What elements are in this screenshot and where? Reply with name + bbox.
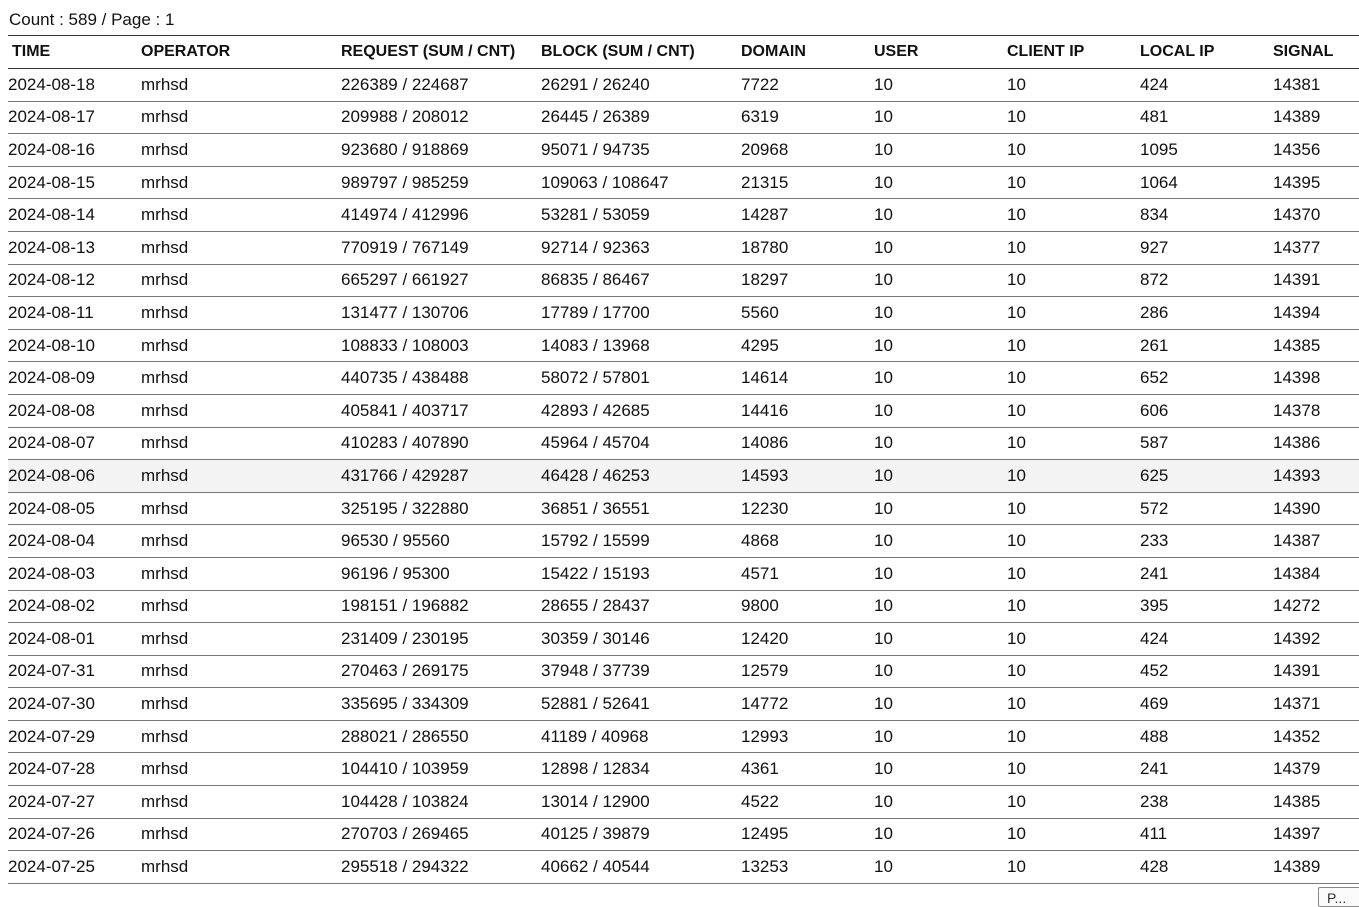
cell-block: 58072 / 57801 bbox=[541, 362, 741, 395]
cell-client-ip: 10 bbox=[1007, 688, 1140, 721]
table-row[interactable] bbox=[8, 231, 1359, 264]
cell-time: 2024-08-10 bbox=[8, 329, 141, 362]
cell-block: 40125 / 39879 bbox=[541, 818, 741, 851]
cell-signal: 14381 bbox=[1273, 69, 1359, 102]
cell-block: 15422 / 15193 bbox=[541, 557, 741, 590]
cell-time: 2024-08-18 bbox=[8, 69, 141, 102]
table-row[interactable] bbox=[8, 101, 1359, 134]
cell-signal: 14397 bbox=[1273, 818, 1359, 851]
cell-domain: 9800 bbox=[741, 590, 874, 623]
cell-request: 770919 / 767149 bbox=[341, 231, 541, 264]
cell-client-ip: 10 bbox=[1007, 166, 1140, 199]
cell-client-ip: 10 bbox=[1007, 134, 1140, 167]
cell-user: 10 bbox=[874, 720, 1007, 753]
cell-block: 45964 / 45704 bbox=[541, 427, 741, 460]
cell-domain: 4361 bbox=[741, 753, 874, 786]
cell-client-ip: 10 bbox=[1007, 492, 1140, 525]
cell-time: 2024-07-26 bbox=[8, 818, 141, 851]
table-row[interactable] bbox=[8, 394, 1359, 427]
cell-client-ip: 10 bbox=[1007, 720, 1140, 753]
table-row[interactable] bbox=[8, 753, 1359, 786]
cell-domain: 20968 bbox=[741, 134, 874, 167]
cell-domain: 18297 bbox=[741, 264, 874, 297]
cell-signal: 14389 bbox=[1273, 851, 1359, 884]
cell-block: 14083 / 13968 bbox=[541, 329, 741, 362]
cell-request: 96196 / 95300 bbox=[341, 557, 541, 590]
cell-local-ip: 927 bbox=[1140, 231, 1273, 264]
cell-client-ip: 10 bbox=[1007, 231, 1140, 264]
cell-request: 431766 / 429287 bbox=[341, 460, 541, 493]
cell-block: 13014 / 12900 bbox=[541, 786, 741, 819]
cell-signal: 14385 bbox=[1273, 786, 1359, 819]
column-header-domain[interactable]: DOMAIN bbox=[741, 36, 874, 69]
cell-local-ip: 625 bbox=[1140, 460, 1273, 493]
cell-operator: mrhsd bbox=[141, 753, 341, 786]
cell-client-ip: 10 bbox=[1007, 394, 1140, 427]
cell-user: 10 bbox=[874, 101, 1007, 134]
cell-time: 2024-08-16 bbox=[8, 134, 141, 167]
cell-request: 226389 / 224687 bbox=[341, 69, 541, 102]
cell-signal: 14394 bbox=[1273, 297, 1359, 330]
table-row[interactable] bbox=[8, 427, 1359, 460]
cell-client-ip: 10 bbox=[1007, 786, 1140, 819]
cell-local-ip: 241 bbox=[1140, 753, 1273, 786]
cell-block: 92714 / 92363 bbox=[541, 231, 741, 264]
cell-operator: mrhsd bbox=[141, 590, 341, 623]
column-header-user[interactable]: USER bbox=[874, 36, 1007, 69]
table-row[interactable] bbox=[8, 362, 1359, 395]
cell-request: 104428 / 103824 bbox=[341, 786, 541, 819]
cell-client-ip: 10 bbox=[1007, 590, 1140, 623]
cell-local-ip: 587 bbox=[1140, 427, 1273, 460]
column-header-time[interactable]: TIME bbox=[8, 36, 141, 69]
cell-domain: 6319 bbox=[741, 101, 874, 134]
cell-request: 989797 / 985259 bbox=[341, 166, 541, 199]
cell-block: 36851 / 36551 bbox=[541, 492, 741, 525]
cell-request: 665297 / 661927 bbox=[341, 264, 541, 297]
cell-client-ip: 10 bbox=[1007, 818, 1140, 851]
cell-block: 41189 / 40968 bbox=[541, 720, 741, 753]
cell-domain: 4571 bbox=[741, 557, 874, 590]
cell-user: 10 bbox=[874, 394, 1007, 427]
cell-local-ip: 411 bbox=[1140, 818, 1273, 851]
cell-user: 10 bbox=[874, 492, 1007, 525]
cell-domain: 7722 bbox=[741, 69, 874, 102]
cell-signal: 14391 bbox=[1273, 655, 1359, 688]
cell-signal: 14393 bbox=[1273, 460, 1359, 493]
cell-block: 46428 / 46253 bbox=[541, 460, 741, 493]
cell-operator: mrhsd bbox=[141, 557, 341, 590]
cell-domain: 13253 bbox=[741, 851, 874, 884]
cell-signal: 14390 bbox=[1273, 492, 1359, 525]
cell-user: 10 bbox=[874, 851, 1007, 884]
table-row[interactable] bbox=[8, 655, 1359, 688]
cell-client-ip: 10 bbox=[1007, 655, 1140, 688]
cell-operator: mrhsd bbox=[141, 199, 341, 232]
cell-domain: 4295 bbox=[741, 329, 874, 362]
cell-client-ip: 10 bbox=[1007, 525, 1140, 558]
cell-signal: 14389 bbox=[1273, 101, 1359, 134]
cell-local-ip: 261 bbox=[1140, 329, 1273, 362]
cell-domain: 4522 bbox=[741, 786, 874, 819]
column-header-operator[interactable]: OPERATOR bbox=[141, 36, 341, 69]
cell-time: 2024-08-14 bbox=[8, 199, 141, 232]
cell-local-ip: 652 bbox=[1140, 362, 1273, 395]
column-header-local-ip[interactable]: LOCAL IP bbox=[1140, 36, 1273, 69]
cell-time: 2024-07-31 bbox=[8, 655, 141, 688]
table-row[interactable] bbox=[8, 460, 1359, 493]
cell-time: 2024-08-08 bbox=[8, 394, 141, 427]
cell-request: 295518 / 294322 bbox=[341, 851, 541, 884]
cell-block: 37948 / 37739 bbox=[541, 655, 741, 688]
cell-operator: mrhsd bbox=[141, 166, 341, 199]
cell-client-ip: 10 bbox=[1007, 101, 1140, 134]
cell-operator: mrhsd bbox=[141, 297, 341, 330]
pagination-button[interactable]: P... bbox=[1318, 887, 1359, 907]
cell-operator: mrhsd bbox=[141, 688, 341, 721]
cell-time: 2024-07-28 bbox=[8, 753, 141, 786]
record-count-summary: Count : 589 / Page : 1 bbox=[9, 10, 175, 29]
cell-request: 288021 / 286550 bbox=[341, 720, 541, 753]
cell-user: 10 bbox=[874, 688, 1007, 721]
cell-signal: 14370 bbox=[1273, 199, 1359, 232]
table-row[interactable] bbox=[8, 297, 1359, 330]
cell-signal: 14391 bbox=[1273, 264, 1359, 297]
cell-local-ip: 469 bbox=[1140, 688, 1273, 721]
cell-local-ip: 1095 bbox=[1140, 134, 1273, 167]
cell-client-ip: 10 bbox=[1007, 557, 1140, 590]
cell-operator: mrhsd bbox=[141, 69, 341, 102]
cell-operator: mrhsd bbox=[141, 427, 341, 460]
table-row[interactable] bbox=[8, 525, 1359, 558]
cell-client-ip: 10 bbox=[1007, 427, 1140, 460]
cell-user: 10 bbox=[874, 166, 1007, 199]
cell-domain: 14614 bbox=[741, 362, 874, 395]
cell-block: 26291 / 26240 bbox=[541, 69, 741, 102]
cell-request: 414974 / 412996 bbox=[341, 199, 541, 232]
cell-user: 10 bbox=[874, 297, 1007, 330]
cell-time: 2024-08-04 bbox=[8, 525, 141, 558]
cell-operator: mrhsd bbox=[141, 362, 341, 395]
cell-local-ip: 241 bbox=[1140, 557, 1273, 590]
table-row[interactable] bbox=[8, 590, 1359, 623]
table-row[interactable] bbox=[8, 199, 1359, 232]
cell-block: 28655 / 28437 bbox=[541, 590, 741, 623]
cell-block: 26445 / 26389 bbox=[541, 101, 741, 134]
cell-block: 52881 / 52641 bbox=[541, 688, 741, 721]
cell-time: 2024-07-25 bbox=[8, 851, 141, 884]
cell-signal: 14378 bbox=[1273, 394, 1359, 427]
table-row[interactable] bbox=[8, 329, 1359, 362]
table-body bbox=[8, 69, 1359, 884]
column-header-client-ip[interactable]: CLIENT IP bbox=[1007, 36, 1140, 69]
cell-local-ip: 424 bbox=[1140, 69, 1273, 102]
cell-request: 231409 / 230195 bbox=[341, 623, 541, 656]
cell-local-ip: 872 bbox=[1140, 264, 1273, 297]
cell-time: 2024-08-13 bbox=[8, 231, 141, 264]
cell-user: 10 bbox=[874, 69, 1007, 102]
cell-client-ip: 10 bbox=[1007, 460, 1140, 493]
table-header bbox=[8, 36, 1359, 69]
table-row[interactable] bbox=[8, 688, 1359, 721]
cell-signal: 14398 bbox=[1273, 362, 1359, 395]
table-row[interactable] bbox=[8, 623, 1359, 656]
cell-user: 10 bbox=[874, 557, 1007, 590]
cell-time: 2024-08-15 bbox=[8, 166, 141, 199]
cell-request: 270463 / 269175 bbox=[341, 655, 541, 688]
cell-local-ip: 1064 bbox=[1140, 166, 1273, 199]
cell-domain: 14287 bbox=[741, 199, 874, 232]
table-row[interactable] bbox=[8, 720, 1359, 753]
cell-signal: 14272 bbox=[1273, 590, 1359, 623]
cell-signal: 14386 bbox=[1273, 427, 1359, 460]
cell-domain: 12579 bbox=[741, 655, 874, 688]
table-row[interactable] bbox=[8, 818, 1359, 851]
cell-user: 10 bbox=[874, 525, 1007, 558]
cell-block: 12898 / 12834 bbox=[541, 753, 741, 786]
column-header-signal[interactable]: SIGNAL bbox=[1273, 36, 1359, 69]
cell-local-ip: 238 bbox=[1140, 786, 1273, 819]
cell-user: 10 bbox=[874, 199, 1007, 232]
cell-operator: mrhsd bbox=[141, 231, 341, 264]
cell-domain: 21315 bbox=[741, 166, 874, 199]
cell-client-ip: 10 bbox=[1007, 623, 1140, 656]
cell-signal: 14356 bbox=[1273, 134, 1359, 167]
cell-local-ip: 834 bbox=[1140, 199, 1273, 232]
cell-time: 2024-07-30 bbox=[8, 688, 141, 721]
cell-domain: 12495 bbox=[741, 818, 874, 851]
cell-request: 325195 / 322880 bbox=[341, 492, 541, 525]
cell-domain: 14086 bbox=[741, 427, 874, 460]
cell-operator: mrhsd bbox=[141, 720, 341, 753]
cell-local-ip: 395 bbox=[1140, 590, 1273, 623]
cell-client-ip: 10 bbox=[1007, 199, 1140, 232]
cell-client-ip: 10 bbox=[1007, 329, 1140, 362]
cell-request: 209988 / 208012 bbox=[341, 101, 541, 134]
cell-request: 104410 / 103959 bbox=[341, 753, 541, 786]
cell-time: 2024-08-12 bbox=[8, 264, 141, 297]
cell-domain: 14593 bbox=[741, 460, 874, 493]
cell-local-ip: 452 bbox=[1140, 655, 1273, 688]
table-row[interactable] bbox=[8, 264, 1359, 297]
cell-operator: mrhsd bbox=[141, 329, 341, 362]
cell-signal: 14352 bbox=[1273, 720, 1359, 753]
column-header-block[interactable]: BLOCK (SUM / CNT) bbox=[541, 36, 741, 69]
cell-domain: 14772 bbox=[741, 688, 874, 721]
cell-user: 10 bbox=[874, 623, 1007, 656]
table-row[interactable] bbox=[8, 492, 1359, 525]
cell-client-ip: 10 bbox=[1007, 264, 1140, 297]
cell-domain: 4868 bbox=[741, 525, 874, 558]
cell-time: 2024-08-17 bbox=[8, 101, 141, 134]
cell-operator: mrhsd bbox=[141, 101, 341, 134]
cell-signal: 14379 bbox=[1273, 753, 1359, 786]
header-row bbox=[8, 36, 1359, 69]
cell-local-ip: 488 bbox=[1140, 720, 1273, 753]
cell-signal: 14377 bbox=[1273, 231, 1359, 264]
cell-request: 96530 / 95560 bbox=[341, 525, 541, 558]
cell-operator: mrhsd bbox=[141, 460, 341, 493]
cell-time: 2024-08-05 bbox=[8, 492, 141, 525]
cell-block: 30359 / 30146 bbox=[541, 623, 741, 656]
cell-time: 2024-08-01 bbox=[8, 623, 141, 656]
cell-request: 440735 / 438488 bbox=[341, 362, 541, 395]
cell-local-ip: 424 bbox=[1140, 623, 1273, 656]
cell-block: 86835 / 86467 bbox=[541, 264, 741, 297]
cell-request: 270703 / 269465 bbox=[341, 818, 541, 851]
cell-block: 53281 / 53059 bbox=[541, 199, 741, 232]
cell-time: 2024-08-11 bbox=[8, 297, 141, 330]
cell-request: 410283 / 407890 bbox=[341, 427, 541, 460]
cell-local-ip: 606 bbox=[1140, 394, 1273, 427]
cell-user: 10 bbox=[874, 362, 1007, 395]
cell-user: 10 bbox=[874, 264, 1007, 297]
cell-block: 17789 / 17700 bbox=[541, 297, 741, 330]
cell-domain: 12230 bbox=[741, 492, 874, 525]
cell-operator: mrhsd bbox=[141, 525, 341, 558]
cell-local-ip: 233 bbox=[1140, 525, 1273, 558]
cell-request: 131477 / 130706 bbox=[341, 297, 541, 330]
cell-block: 42893 / 42685 bbox=[541, 394, 741, 427]
cell-user: 10 bbox=[874, 329, 1007, 362]
cell-local-ip: 428 bbox=[1140, 851, 1273, 884]
cell-time: 2024-08-09 bbox=[8, 362, 141, 395]
cell-signal: 14387 bbox=[1273, 525, 1359, 558]
cell-operator: mrhsd bbox=[141, 786, 341, 819]
cell-signal: 14395 bbox=[1273, 166, 1359, 199]
cell-operator: mrhsd bbox=[141, 818, 341, 851]
cell-block: 95071 / 94735 bbox=[541, 134, 741, 167]
cell-operator: mrhsd bbox=[141, 851, 341, 884]
cell-request: 335695 / 334309 bbox=[341, 688, 541, 721]
cell-user: 10 bbox=[874, 460, 1007, 493]
cell-signal: 14371 bbox=[1273, 688, 1359, 721]
cell-user: 10 bbox=[874, 655, 1007, 688]
table-row[interactable] bbox=[8, 166, 1359, 199]
cell-time: 2024-07-27 bbox=[8, 786, 141, 819]
cell-request: 405841 / 403717 bbox=[341, 394, 541, 427]
cell-user: 10 bbox=[874, 753, 1007, 786]
table-row[interactable] bbox=[8, 557, 1359, 590]
table-row[interactable] bbox=[8, 786, 1359, 819]
cell-block: 40662 / 40544 bbox=[541, 851, 741, 884]
cell-signal: 14384 bbox=[1273, 557, 1359, 590]
cell-client-ip: 10 bbox=[1007, 69, 1140, 102]
cell-operator: mrhsd bbox=[141, 623, 341, 656]
cell-time: 2024-08-07 bbox=[8, 427, 141, 460]
cell-domain: 12993 bbox=[741, 720, 874, 753]
cell-operator: mrhsd bbox=[141, 655, 341, 688]
column-header-request[interactable]: REQUEST (SUM / CNT) bbox=[341, 36, 541, 69]
cell-operator: mrhsd bbox=[141, 264, 341, 297]
table-row[interactable] bbox=[8, 134, 1359, 167]
cell-domain: 14416 bbox=[741, 394, 874, 427]
cell-user: 10 bbox=[874, 427, 1007, 460]
cell-user: 10 bbox=[874, 786, 1007, 819]
cell-signal: 14385 bbox=[1273, 329, 1359, 362]
cell-time: 2024-07-29 bbox=[8, 720, 141, 753]
cell-signal: 14392 bbox=[1273, 623, 1359, 656]
cell-time: 2024-08-02 bbox=[8, 590, 141, 623]
cell-request: 923680 / 918869 bbox=[341, 134, 541, 167]
cell-domain: 18780 bbox=[741, 231, 874, 264]
cell-client-ip: 10 bbox=[1007, 362, 1140, 395]
cell-domain: 12420 bbox=[741, 623, 874, 656]
cell-user: 10 bbox=[874, 134, 1007, 167]
cell-operator: mrhsd bbox=[141, 492, 341, 525]
cell-operator: mrhsd bbox=[141, 394, 341, 427]
cell-user: 10 bbox=[874, 590, 1007, 623]
cell-request: 198151 / 196882 bbox=[341, 590, 541, 623]
cell-local-ip: 286 bbox=[1140, 297, 1273, 330]
stats-table-container bbox=[8, 35, 1359, 884]
cell-block: 15792 / 15599 bbox=[541, 525, 741, 558]
cell-local-ip: 481 bbox=[1140, 101, 1273, 134]
cell-client-ip: 10 bbox=[1007, 851, 1140, 884]
cell-time: 2024-08-03 bbox=[8, 557, 141, 590]
stats-table bbox=[8, 35, 1359, 884]
cell-user: 10 bbox=[874, 818, 1007, 851]
cell-local-ip: 572 bbox=[1140, 492, 1273, 525]
table-row[interactable] bbox=[8, 851, 1359, 884]
cell-client-ip: 10 bbox=[1007, 297, 1140, 330]
cell-block: 109063 / 108647 bbox=[541, 166, 741, 199]
cell-time: 2024-08-06 bbox=[8, 460, 141, 493]
cell-request: 108833 / 108003 bbox=[341, 329, 541, 362]
cell-user: 10 bbox=[874, 231, 1007, 264]
cell-domain: 5560 bbox=[741, 297, 874, 330]
table-row[interactable] bbox=[8, 69, 1359, 102]
cell-operator: mrhsd bbox=[141, 134, 341, 167]
cell-client-ip: 10 bbox=[1007, 753, 1140, 786]
